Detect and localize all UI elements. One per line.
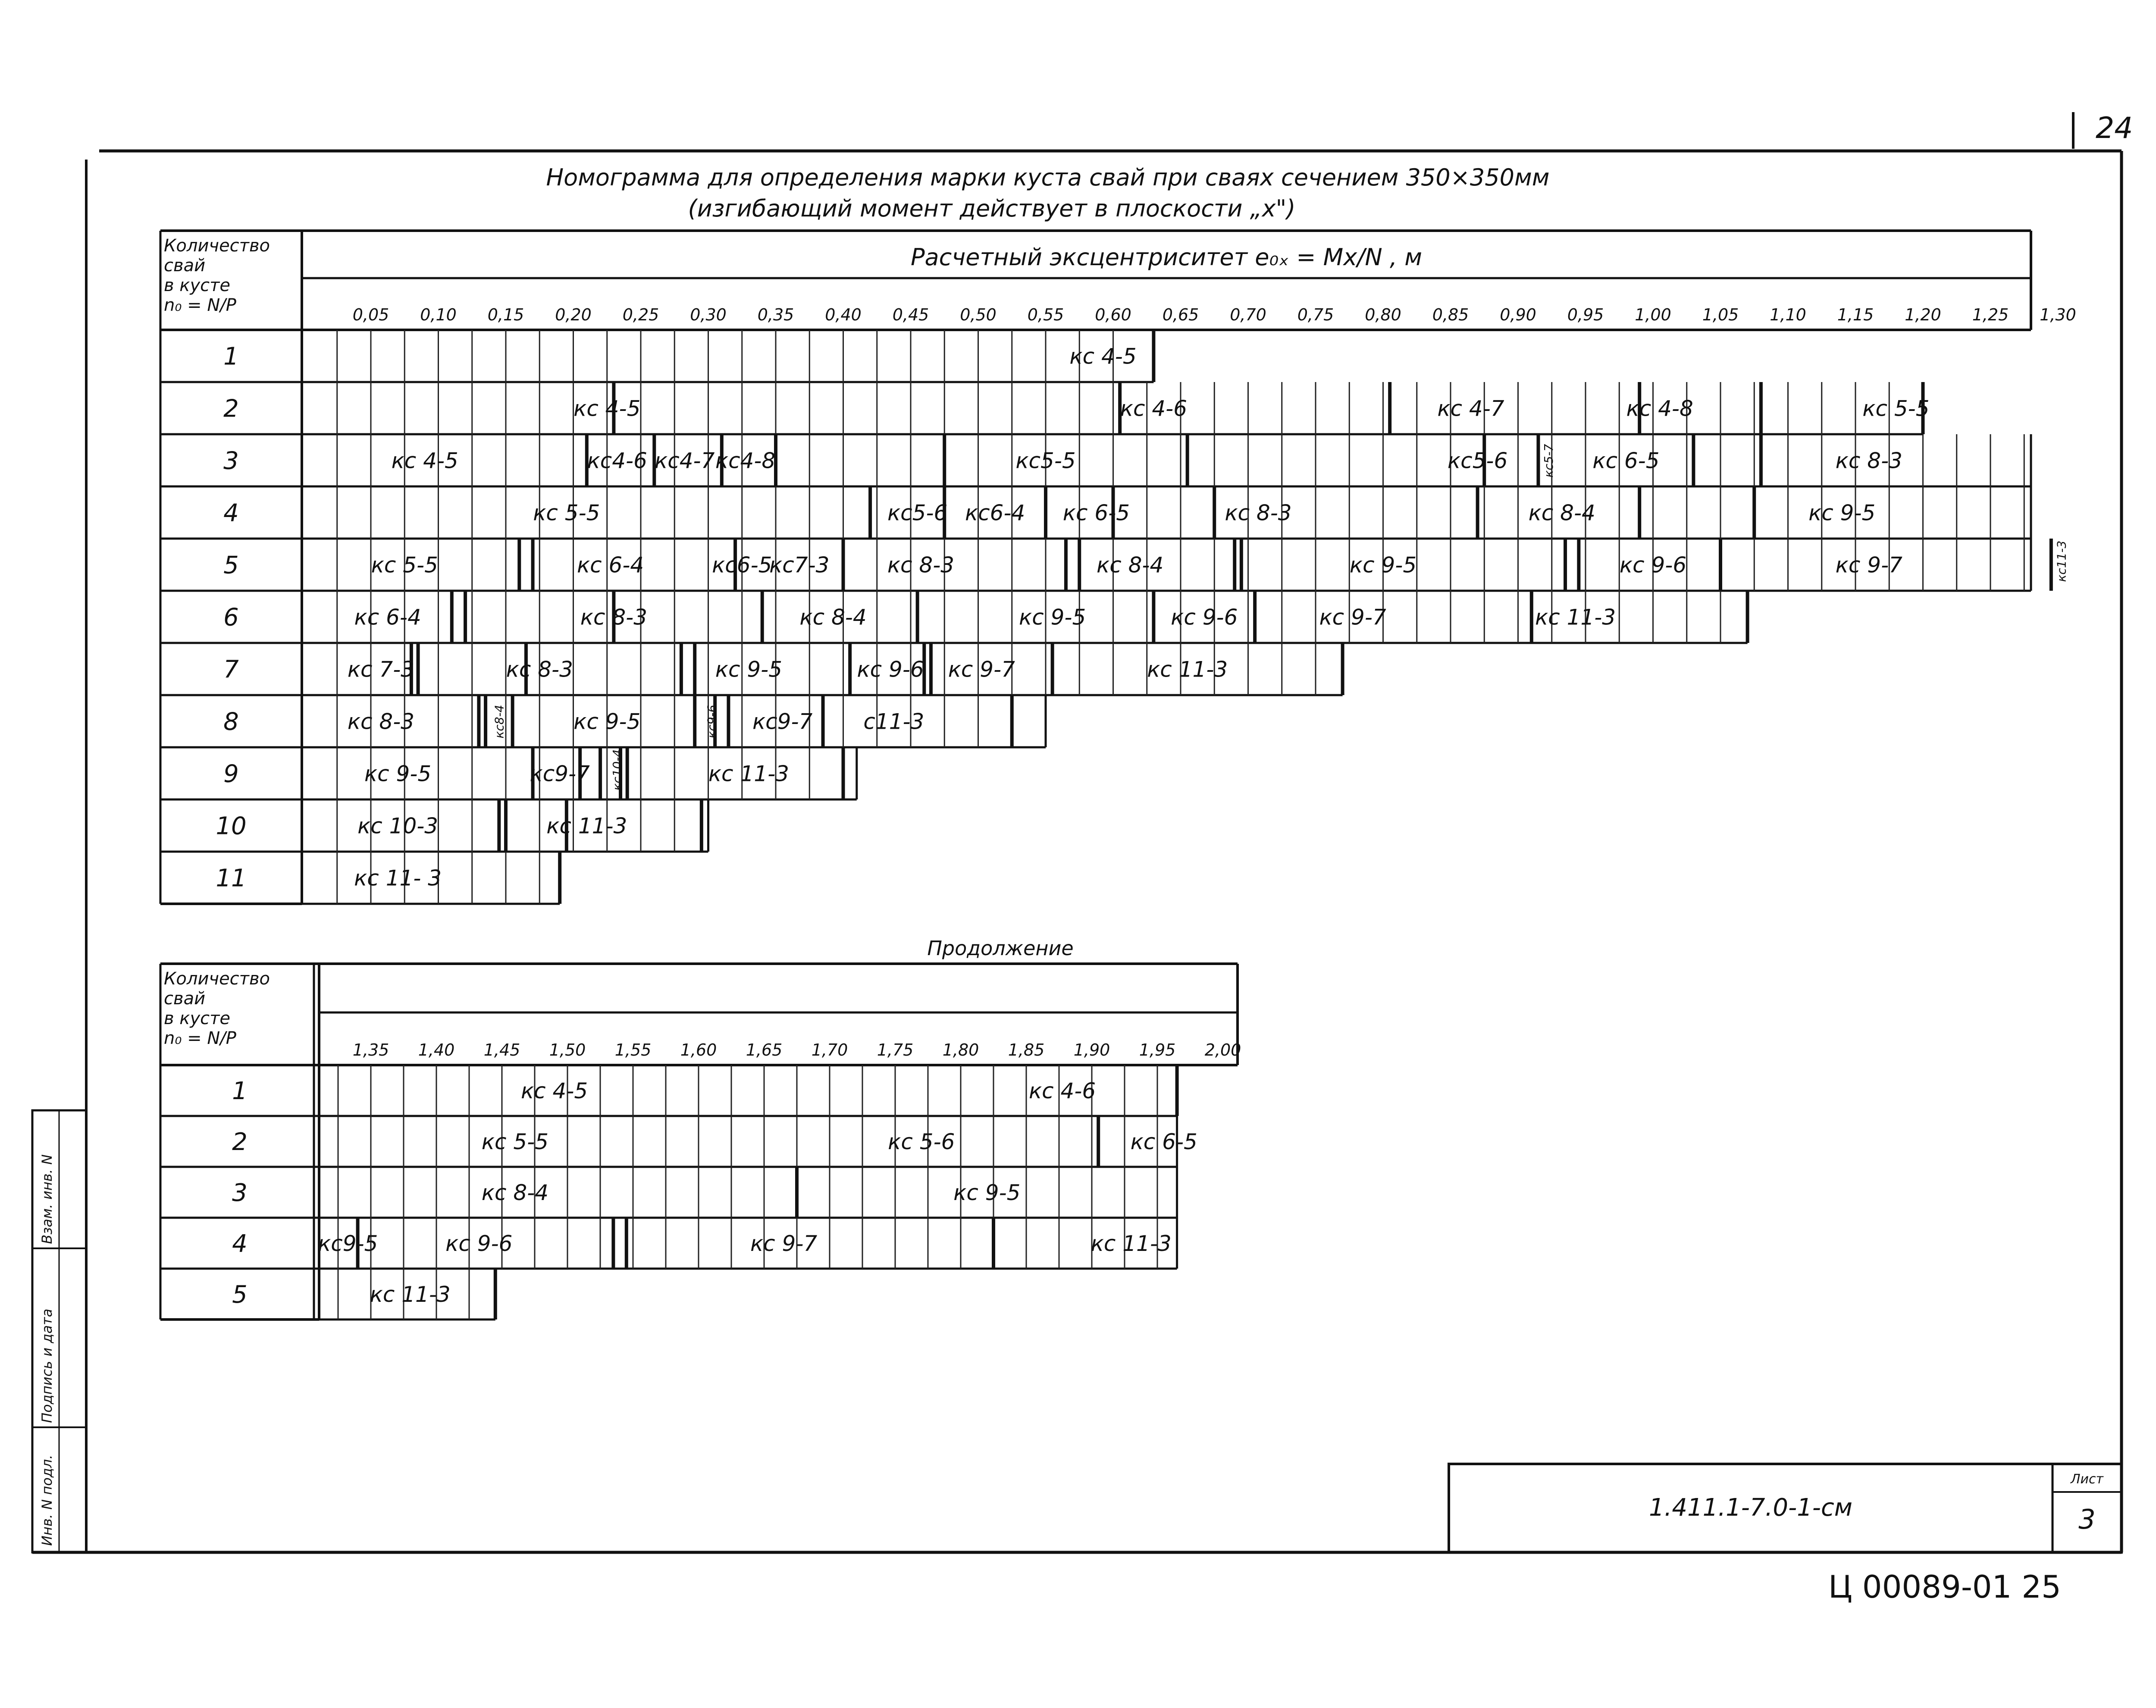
pile-cluster-mark: кс 9-5 <box>1349 552 1417 578</box>
tick-label: 0,20 <box>555 305 592 324</box>
tick-label: 0,90 <box>1500 305 1536 324</box>
pile-cluster-mark: кс 11-3 <box>370 1282 451 1307</box>
table-row <box>160 747 857 799</box>
pile-cluster-mark: кс10-4 <box>610 749 625 791</box>
table-row <box>160 330 1153 382</box>
pile-cluster-mark: кс 11-3 <box>708 761 789 787</box>
nomogram-table-continuation <box>160 964 1241 1319</box>
pile-cluster-mark: кс 8-3 <box>580 605 648 630</box>
tick-label: 0,30 <box>690 305 727 324</box>
table-row <box>160 1116 1197 1167</box>
sheet-label: Лист <box>2070 1472 2104 1487</box>
row-count-label: 5 <box>223 551 239 580</box>
tick-label: 1,50 <box>549 1040 586 1059</box>
pile-cluster-mark: кс 4-8 <box>1626 396 1693 421</box>
page-number-label: 24 <box>2096 111 2133 145</box>
tick-label: 0,10 <box>420 305 457 324</box>
table-row <box>160 799 708 852</box>
tick-label: 0,50 <box>960 305 997 324</box>
tick-label: 0,80 <box>1365 305 1401 324</box>
title-block <box>1449 1464 2122 1552</box>
row-count-label: 3 <box>223 447 239 475</box>
pile-cluster-mark: кс 11- 3 <box>354 865 442 891</box>
pile-cluster-mark: кс 10-3 <box>357 813 439 839</box>
continuation-title: Продолжение <box>927 937 1074 960</box>
pile-cluster-mark: кс 6-4 <box>577 552 644 578</box>
tick-label: 1,75 <box>877 1040 914 1059</box>
tick-label: 0,55 <box>1027 305 1064 324</box>
pile-cluster-mark: кс 9-6 <box>1171 605 1238 630</box>
tick-label: 1,80 <box>942 1040 979 1059</box>
pile-cluster-mark: кс7-3 <box>769 552 830 578</box>
tick-label: 1,95 <box>1139 1040 1176 1059</box>
row-count-label: 8 <box>223 708 239 736</box>
row-count-label: 3 <box>232 1179 248 1207</box>
tick-label: 0,25 <box>622 305 659 324</box>
pile-cluster-mark: кс 8-4 <box>1097 552 1164 578</box>
table-row <box>160 434 2031 486</box>
pile-cluster-mark: кс9-7 <box>752 709 813 734</box>
tick-label: 0,40 <box>825 305 862 324</box>
pile-cluster-mark: кс6-4 <box>965 500 1025 526</box>
pile-cluster-mark: кс4-7 <box>655 448 715 473</box>
pile-cluster-mark: кс 8-4 <box>481 1180 549 1205</box>
table-row <box>160 695 1046 747</box>
sheet-number: 3 <box>2078 1504 2096 1535</box>
row-count-label: 1 <box>232 1077 248 1105</box>
pile-cluster-mark: кс 11-3 <box>1535 605 1616 630</box>
row-count-label: 9 <box>223 760 239 788</box>
pile-cluster-mark: с11-3 <box>863 709 924 734</box>
row-count-label: 10 <box>216 812 247 840</box>
stamp-inventory-original: Инв. N подл. <box>39 1454 55 1546</box>
pile-cluster-mark: кс 5-5 <box>371 552 438 578</box>
pile-cluster-mark: кс4-8 <box>715 448 776 473</box>
table-row <box>160 852 560 904</box>
tick-label: 1,10 <box>1770 305 1806 324</box>
pile-cluster-mark: кс4-6 <box>587 448 647 473</box>
tick-label: 2,00 <box>1204 1040 1241 1059</box>
tick-label: 1,15 <box>1837 305 1874 324</box>
pile-cluster-mark: кс 5-6 <box>888 1129 955 1154</box>
table-row <box>160 539 2068 591</box>
row-count-label: 1 <box>223 342 239 371</box>
tick-label: 0,65 <box>1162 305 1199 324</box>
head-line: свай <box>164 989 206 1009</box>
tick-label: 0,35 <box>757 305 794 324</box>
row-count-label: 11 <box>216 864 247 893</box>
pile-cluster-mark: кс5-6 <box>887 500 948 526</box>
pile-cluster-mark: кс 8-3 <box>1835 448 1902 473</box>
tick-label: 0,95 <box>1567 305 1604 324</box>
pile-cluster-mark: кс 9-5 <box>573 709 641 734</box>
head-line: свай <box>164 256 206 276</box>
pile-cluster-mark: кс 9-6 <box>857 657 924 682</box>
pile-cluster-mark: кс 9-5 <box>953 1180 1021 1205</box>
pile-cluster-mark: кс 8-3 <box>887 552 955 578</box>
pile-cluster-mark: кс5-5 <box>1015 448 1076 473</box>
side-stamp <box>32 1110 86 1552</box>
tick-label: 0,75 <box>1297 305 1334 324</box>
pile-cluster-mark: кс 4-5 <box>573 396 641 421</box>
pile-cluster-mark: кс 6-5 <box>1062 500 1130 526</box>
pile-cluster-mark: кс9-5 <box>318 1231 378 1256</box>
tick-label: 1,20 <box>1905 305 1941 324</box>
row-count-label: 2 <box>232 1128 248 1156</box>
row-count-label: 7 <box>223 655 239 684</box>
page-number-top <box>2073 111 2133 149</box>
drawing-title: Номограмма для определения марки куста свай при сваях сечением 350×350мм <box>546 164 1550 191</box>
pile-cluster-mark: кс5-6 <box>1447 448 1508 473</box>
tick-label: 1,60 <box>680 1040 717 1059</box>
tick-label: 0,05 <box>352 305 389 324</box>
tick-label: 0,85 <box>1432 305 1469 324</box>
row-count-label: 6 <box>223 603 239 632</box>
pile-cluster-mark: кс 8-4 <box>799 605 867 630</box>
pile-cluster-mark: кс 4-6 <box>1120 396 1188 421</box>
pile-cluster-mark: кс 9-6 <box>445 1231 513 1256</box>
row-count-label: 4 <box>223 499 239 527</box>
pile-cluster-mark: кс 9-7 <box>948 657 1015 682</box>
tick-label: 1,85 <box>1008 1040 1045 1059</box>
head-line: n₀ = N/P <box>164 1028 236 1048</box>
table-row <box>160 1269 495 1319</box>
pile-cluster-mark: кс 6-4 <box>354 605 421 630</box>
pile-cluster-mark: кс 9-5 <box>1808 500 1876 526</box>
pile-cluster-mark: кс 11-3 <box>1147 657 1228 682</box>
pile-cluster-mark: кс 8-4 <box>1528 500 1595 526</box>
row-count-label: 4 <box>232 1230 248 1258</box>
stamp-signature-date: Подпись и дата <box>39 1308 55 1423</box>
row-count-label: 2 <box>223 395 239 423</box>
tick-label: 1,05 <box>1702 305 1739 324</box>
pile-cluster-mark: кс 6-5 <box>1592 448 1660 473</box>
pile-cluster-mark: кс 9-7 <box>1835 552 1902 578</box>
pile-cluster-mark: кс 9-7 <box>1319 605 1386 630</box>
pile-cluster-mark: кс 6-5 <box>1130 1129 1197 1154</box>
tick-label: 1,25 <box>1972 305 2009 324</box>
tick-label: 0,70 <box>1230 305 1266 324</box>
table-row <box>160 382 1930 434</box>
pile-cluster-mark: кс 9-5 <box>364 761 432 787</box>
tick-label: 1,55 <box>614 1040 652 1059</box>
tick-label: 1,45 <box>483 1040 520 1059</box>
tick-label: 1,70 <box>811 1040 848 1059</box>
tick-label: 0,45 <box>892 305 929 324</box>
pile-cluster-mark: кс9-7 <box>530 761 590 787</box>
pile-cluster-mark: кс 11-3 <box>1091 1231 1172 1256</box>
pile-cluster-mark: кс 7-3 <box>347 657 415 682</box>
tick-label: 0,15 <box>487 305 524 324</box>
tick-label: 1,00 <box>1635 305 1671 324</box>
tick-label: 1,30 <box>2040 305 2076 324</box>
head-line: Количество <box>164 236 270 256</box>
pile-cluster-mark: кс 8-3 <box>506 657 573 682</box>
tick-label: 1,40 <box>418 1040 455 1059</box>
nomogram-table-main <box>160 231 2076 904</box>
pile-cluster-mark: кс 9-5 <box>1019 605 1086 630</box>
stamp-replacement-inventory: Взам. инв. N <box>39 1154 55 1244</box>
pile-cluster-mark: кс 4-5 <box>391 448 458 473</box>
document-code: 1.411.1-7.0-1-см <box>1648 1494 1853 1522</box>
table-row <box>160 591 1748 643</box>
head-line: в кусте <box>164 1009 231 1028</box>
head-line: Количество <box>164 969 270 989</box>
pile-cluster-mark: кс 5-5 <box>1862 396 1930 421</box>
pile-cluster-mark: кс6-5 <box>712 552 772 578</box>
drawing-subtitle: (изгибающий момент действует в плоскости „x") <box>688 195 1296 222</box>
pile-cluster-mark: кс 8-3 <box>347 709 415 734</box>
pile-cluster-mark: кс 8-3 <box>1225 500 1292 526</box>
table-row <box>160 643 1343 695</box>
pile-cluster-mark: кс 5-5 <box>481 1129 549 1154</box>
tick-label: 1,65 <box>746 1040 783 1059</box>
pile-cluster-mark: кс 9-6 <box>1619 552 1687 578</box>
axis-title: Расчетный эксцентриситет e₀ₓ = Mx/N , м <box>910 244 1423 271</box>
pile-cluster-mark: кс 4-6 <box>1028 1078 1096 1103</box>
pile-cluster-mark: кс 4-5 <box>1069 344 1137 369</box>
tick-label: 1,35 <box>352 1040 389 1059</box>
table-row <box>160 486 2031 539</box>
tick-label: 0,60 <box>1095 305 1131 324</box>
pile-cluster-mark: кс 4-7 <box>1437 396 1504 421</box>
pile-cluster-mark: кс 9-7 <box>750 1231 818 1256</box>
pile-cluster-mark: кс8-4 <box>492 705 507 739</box>
footer-code: Ц 00089-01 25 <box>1828 1569 2061 1605</box>
pile-cluster-mark: кс 4-5 <box>520 1078 588 1103</box>
pile-cluster-mark: кс 11-3 <box>546 813 627 839</box>
row-count-label: 5 <box>232 1281 248 1309</box>
pile-cluster-mark: кс 5-5 <box>533 500 600 526</box>
tick-label: 1,90 <box>1073 1040 1110 1059</box>
head-line: n₀ = N/P <box>164 295 236 315</box>
pile-cluster-mark: кс9-6 <box>705 705 719 739</box>
pile-cluster-mark: кс5-7 <box>1541 444 1556 478</box>
head-line: в кусте <box>164 276 231 295</box>
pile-cluster-mark: кс11-3 <box>2054 540 2069 582</box>
pile-cluster-mark: кс 9-5 <box>715 657 783 682</box>
